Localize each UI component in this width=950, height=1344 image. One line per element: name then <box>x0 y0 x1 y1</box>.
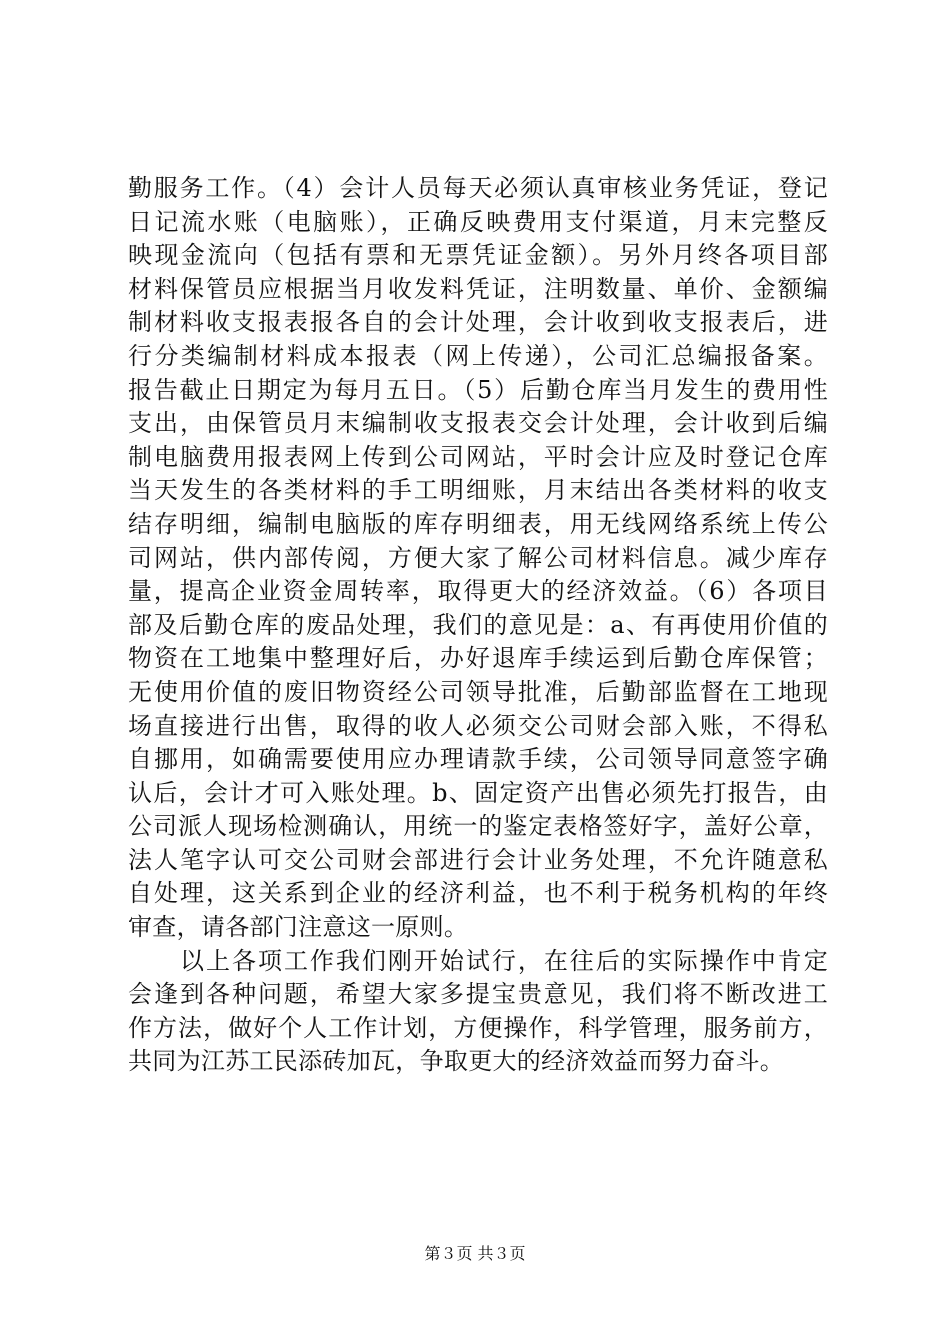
text-line: 认后，会计才可入账处理。b、固定资产出售必须先打报告，由 <box>128 778 828 807</box>
text-line: 公司派人现场检测确认，用统一的鉴定表格签好字，盖好公章， <box>128 812 828 841</box>
text-line: 日记流水账（电脑账），正确反映费用支付渠道，月末完整反 <box>128 207 828 236</box>
text-line: 作方法，做好个人工作计划，方便操作，科学管理，服务前方， <box>128 1013 828 1042</box>
document-body <box>128 172 828 1079</box>
text-line: 共同为江苏工民添砖加瓦，争取更大的经济效益而努力奋斗。 <box>128 1047 785 1076</box>
text-line: 物资在工地集中整理好后，办好退库手续运到后勤仓库保管； <box>128 644 828 673</box>
text-line: 材料保管员应根据当月收发料凭证，注明数量、单价、金额编 <box>128 274 828 303</box>
text-line: 会逢到各种问题，希望大家多提宝贵意见，我们将不断改进工 <box>128 980 828 1009</box>
text-line: 法人笔字认可交公司财会部进行会计业务处理，不允许随意私 <box>128 845 828 874</box>
text-line: 勤服务工作。（4）会计人员每天必须认真审核业务凭证，登记 <box>128 174 828 202</box>
text-line: 制电脑费用报表网上传到公司网站，平时会计应及时登记仓库 <box>128 442 828 471</box>
page-number-label: 第３页 共３页 <box>424 1244 526 1263</box>
text-line: 场直接进行出售，取得的收人必须交公司财会部入账，不得私 <box>128 711 828 740</box>
text-line: 审查，请各部门注意这一原则。 <box>128 913 469 942</box>
text-line: 报告截止日期定为每月五日。（5）后勤仓库当月发生的费用性 <box>128 375 828 404</box>
text-line: 无使用价值的废旧物资经公司领导批准，后勤部监督在工地现 <box>128 677 828 706</box>
page-footer <box>0 1244 950 1264</box>
text-line: 行分类编制材料成本报表（网上传递），公司汇总编报备案。 <box>128 341 828 370</box>
text-line: 当天发生的各类材料的手工明细账，月末结出各类材料的收支 <box>128 476 828 505</box>
text-line: 映现金流向（包括有票和无票凭证金额）。另外月终各项目部 <box>128 241 828 270</box>
text-line: 量，提高企业资金周转率，取得更大的经济效益。（6）各项目 <box>128 577 828 606</box>
text-line: 部及后勤仓库的废品处理，我们的意见是：a、有再使用价值的 <box>128 610 828 639</box>
text-line: 自挪用，如确需要使用应办理请款手续，公司领导同意签字确 <box>128 745 828 774</box>
text-line: 自处理，这关系到企业的经济利益，也不利于税务机构的年终 <box>128 879 828 908</box>
text-line: 制材料收支报表报各自的会计处理，会计收到收支报表后，进 <box>128 308 828 337</box>
text-line: 结存明细，编制电脑版的库存明细表，用无线网络系统上传公 <box>128 509 828 538</box>
text-line: 支出，由保管员月末编制收支报表交会计处理，会计收到后编 <box>128 409 828 438</box>
text-line: 司网站，供内部传阅，方便大家了解公司材料信息。减少库存 <box>128 543 828 572</box>
text-line: 以上各项工作我们刚开始试行，在往后的实际操作中肯定 <box>180 946 828 975</box>
